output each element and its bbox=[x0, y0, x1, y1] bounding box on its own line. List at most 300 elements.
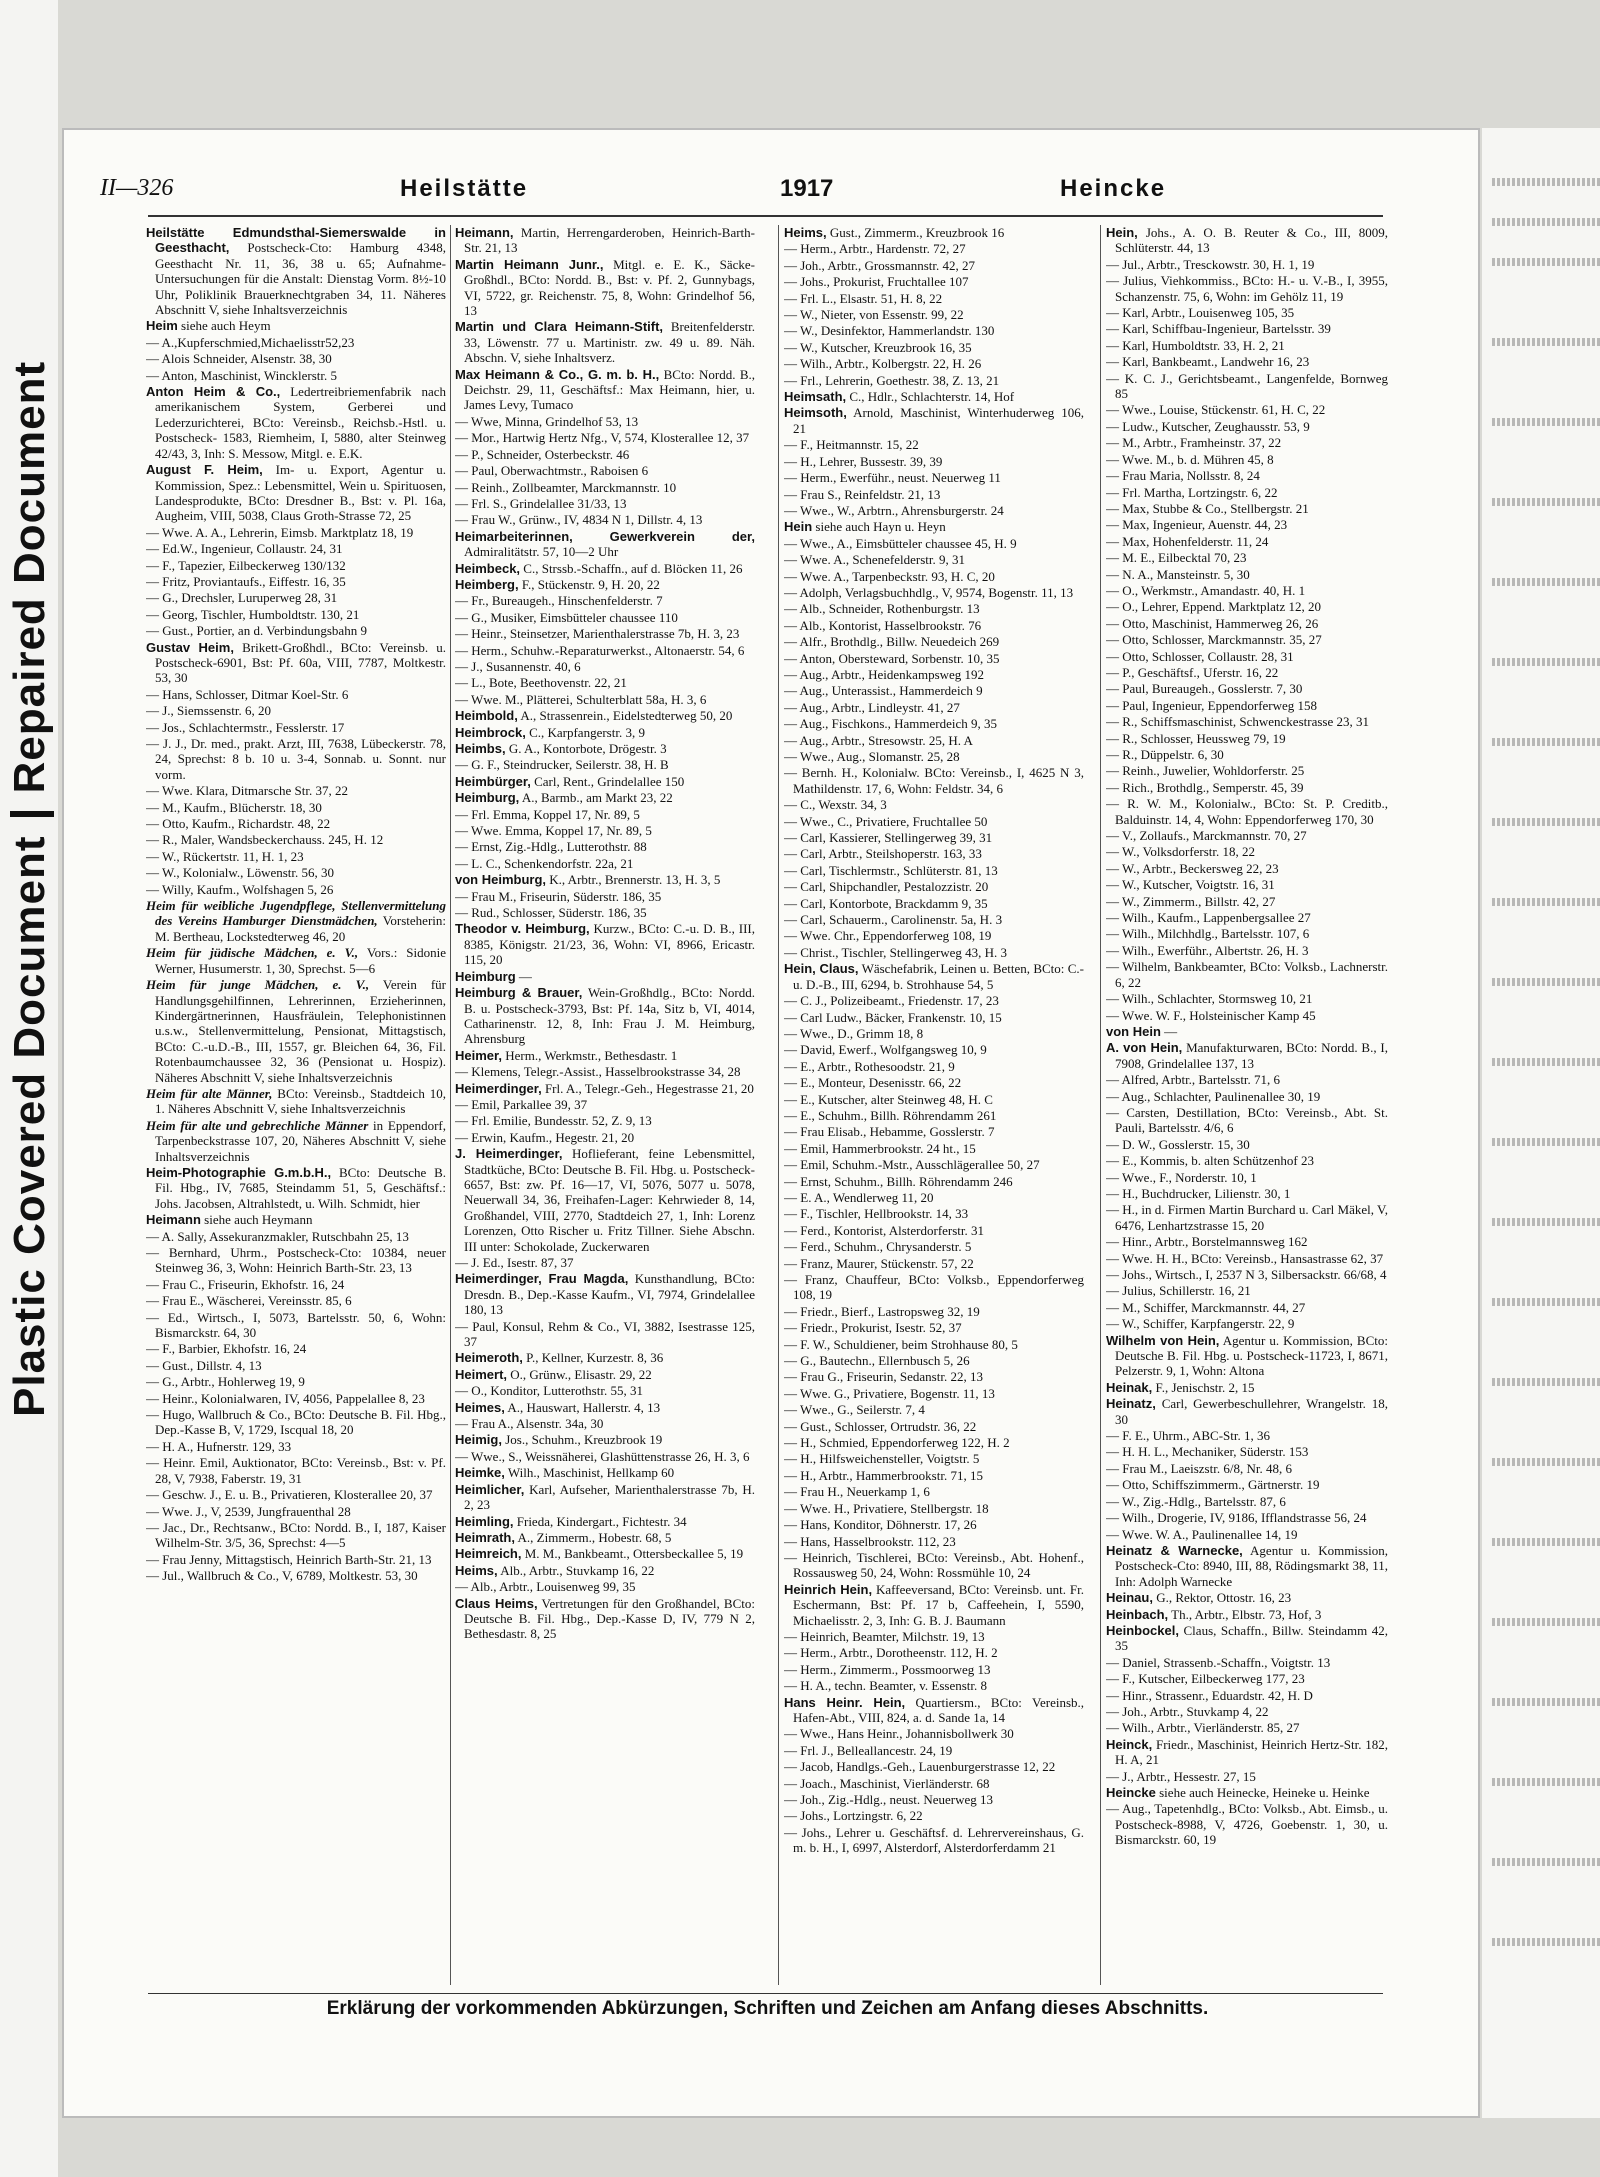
entry-details: — E., Monteur, Desenisstr. 66, 22 bbox=[784, 1075, 962, 1091]
entry-details: — Johs., Lehrer u. Geschäftsf. d. Lehrervereinshaus, G. m. b. H., I, 6997, Alsterdorf, Alsterdorferdamm 21 bbox=[784, 1824, 1084, 1856]
directory-entry bbox=[1106, 943, 1388, 958]
entry-details: — Jacob, Handlgs.-Geh., Lauenburgerstrasse 12, 22 bbox=[784, 1759, 1056, 1775]
directory-entry bbox=[1106, 894, 1388, 909]
directory-entry bbox=[784, 1759, 1084, 1774]
entry-details: — Karl, Bankbeamt., Landwehr 16, 23 bbox=[1106, 354, 1310, 370]
entry-name: Heimbürger, bbox=[455, 773, 531, 789]
entry-details: — W., Nieter, von Essenstr. 99, 22 bbox=[784, 307, 964, 323]
directory-entry bbox=[784, 1092, 1084, 1107]
directory-entry bbox=[146, 703, 446, 718]
entry-details: — Heinr., Kolonialwaren, IV, 4056, Pappelallee 8, 23 bbox=[146, 1390, 425, 1406]
entry-details: — Carl Ludw., Bäcker, Frankenstr. 10, 15 bbox=[784, 1009, 1002, 1025]
entry-name: Heim bbox=[146, 318, 178, 334]
entry-name: Wilhelm von Hein, bbox=[1106, 1332, 1220, 1348]
entry-details: — Georg, Tischler, Humboldtstr. 130, 21 bbox=[146, 606, 360, 622]
directory-entry bbox=[455, 856, 755, 871]
directory-entry bbox=[1106, 1623, 1388, 1654]
entry-details: — L., Bote, Beethovenstr. 22, 21 bbox=[455, 675, 627, 691]
directory-entry bbox=[146, 574, 446, 589]
entry-details: Kunsthandlung, BCto: Dresdn. B., Dep.-Kasse Kaufm., VI, 7974, Grindelallee 180, 13 bbox=[464, 1271, 755, 1318]
stamp-text-plastic: Plastic Covered Document bbox=[5, 835, 54, 1417]
directory-entry bbox=[455, 1416, 755, 1431]
entry-details: — Frau H., Neuerkamp 1, 6 bbox=[784, 1484, 930, 1500]
entry-details: C., Hdlr., Schlachterstr. 14, Hof bbox=[849, 389, 1015, 405]
directory-entry bbox=[1106, 1024, 1388, 1039]
entry-name: Heim-Photographie G.m.b.H., bbox=[146, 1164, 332, 1180]
directory-entry bbox=[1106, 1267, 1388, 1282]
entry-name: Anton Heim & Co., bbox=[146, 384, 281, 400]
directory-entry bbox=[784, 1402, 1084, 1417]
entry-details: — G., Musiker, Eimsbütteler chaussee 110 bbox=[455, 609, 678, 625]
entry-details: — G., Bautechn., Ellernbusch 5, 26 bbox=[784, 1353, 970, 1369]
directory-entry bbox=[784, 373, 1084, 388]
directory-entry bbox=[455, 414, 755, 429]
entry-details: — E. A., Wendlerweg 11, 20 bbox=[784, 1189, 934, 1205]
entry-details: — Reinh., Zollbeamter, Marckmannstr. 10 bbox=[455, 479, 677, 495]
directory-entry bbox=[1106, 1072, 1388, 1087]
directory-entry bbox=[1106, 763, 1388, 778]
entry-details: — Anton, Maschinist, Wincklerstr. 5 bbox=[146, 367, 337, 383]
directory-entry bbox=[455, 823, 755, 838]
directory-entry bbox=[455, 1130, 755, 1145]
entry-details: — Wwe. M., b. d. Mühren 45, 8 bbox=[1106, 451, 1274, 467]
directory-entry bbox=[455, 741, 755, 756]
column-1 bbox=[146, 225, 446, 1985]
directory-entry bbox=[455, 257, 755, 319]
running-header bbox=[100, 175, 1167, 215]
entry-details: — Wilh., Kaufm., Lappenbergsallee 27 bbox=[1106, 910, 1311, 926]
entry-details: — bbox=[518, 968, 532, 984]
entry-name: Heimerdinger, bbox=[455, 1080, 542, 1096]
entry-details: Mitgl. e. E. K., Säcke-Großhdl., BCto: Nordd. B., Bst: v. Pf. 2, Gunnybags, VI, 5722, gr. Reichenstr. 75, 8, Wohn: Grindelhof 56, 13 bbox=[464, 256, 755, 319]
entry-details: Quartiersm., BCto: Vereinsb., Hafen-Abt., VIII, 824, a. d. Sande 1a, 14 bbox=[793, 1694, 1084, 1725]
entry-details: Brikett-Großhdl., BCto: Vereinsb. u. Postscheck-6901, Bst: Pf. 60a, VIII, 7787, Moltkestr. 53, 30 bbox=[155, 639, 446, 686]
entry-details: — Max, Ingenieur, Auenstr. 44, 23 bbox=[1106, 517, 1288, 533]
directory-entry bbox=[455, 1146, 755, 1254]
entry-details: — Wwe. Chr., Eppendorferweg 108, 19 bbox=[784, 928, 992, 944]
entry-details: — H., Hilfsweichensteller, Voigtstr. 5 bbox=[784, 1451, 980, 1467]
directory-entry bbox=[146, 783, 446, 798]
entry-name: Heimburg & Brauer, bbox=[455, 985, 583, 1001]
entry-details: — Frl. Emilie, Bundesstr. 52, Z. 9, 13 bbox=[455, 1113, 652, 1129]
directory-entry bbox=[784, 1059, 1084, 1074]
entry-name: Heim für weibliche Jugendpflege, Stellenvermittelung des Vereins Hamburger Dienstmädchen, bbox=[146, 898, 446, 929]
entry-details: — H. A., techn. Beamter, v. Essenstr. 8 bbox=[784, 1678, 987, 1694]
entry-name: J. Heimerdinger, bbox=[455, 1146, 563, 1162]
entry-details: — Ernst, Schuhm., Billh. Röhrendamm 246 bbox=[784, 1173, 1013, 1189]
entry-details: — Wilh., Milchhdlg., Bartelsstr. 107, 6 bbox=[1106, 926, 1310, 942]
directory-entry bbox=[1106, 616, 1388, 631]
entry-name: Heinck, bbox=[1106, 1736, 1153, 1752]
directory-entry bbox=[455, 1514, 755, 1529]
entry-details: — V., Zollaufs., Marckmannstr. 70, 27 bbox=[1106, 828, 1307, 844]
entry-details: — Frau M., Friseurin, Süderstr. 186, 35 bbox=[455, 888, 662, 904]
directory-entry bbox=[455, 1350, 755, 1365]
directory-entry bbox=[784, 601, 1084, 616]
entry-details: — E., Kutscher, alter Steinweg 48, H. C bbox=[784, 1091, 993, 1107]
entry-name: Heinau, bbox=[1106, 1590, 1153, 1606]
directory-entry bbox=[1106, 1461, 1388, 1476]
entry-details: — Carl, Kontorbote, Brackdamm 9, 35 bbox=[784, 895, 988, 911]
entry-details: — David, Ewerf., Wolfgangsweg 10, 9 bbox=[784, 1042, 987, 1058]
directory-entry bbox=[784, 274, 1084, 289]
entry-details: — Wwe., G., Seilerstr. 7, 4 bbox=[784, 1402, 925, 1418]
stamp-divider bbox=[10, 812, 54, 818]
entry-details: Verein für Handlungsgehilfinnen, Lehrerinnen, Erzieherinnen, Kindergärtnerinnen, Hausfräulein, Telephonistinnen u.s.w., Stellenvermittelung, Pensionat, Mittagstisch, BCto: C.-u.D.-B., III, 1557, gr. Bleichen 64, 36, Fil. Rotenbaumchaussee 32, 36 (Pensionat u. Hospiz). Näheres Abschnitt V, siehe Inhaltsverzeichnis bbox=[155, 977, 446, 1085]
entry-details: — Max, Hohenfelderstr. 11, 24 bbox=[1106, 533, 1269, 549]
directory-entry bbox=[1106, 599, 1388, 614]
entry-details: — Alb., Arbtr., Louisenweg 99, 35 bbox=[455, 1579, 636, 1595]
entry-name: Heimburg, bbox=[455, 790, 520, 806]
entry-details: — E., Kommis, b. alten Schützenhof 23 bbox=[1106, 1153, 1314, 1169]
directory-entry bbox=[146, 945, 446, 976]
entry-details: — Otto, Schlosser, Collaustr. 28, 31 bbox=[1106, 648, 1294, 664]
directory-entry bbox=[784, 1451, 1084, 1466]
entry-name: von Hein bbox=[1106, 1023, 1161, 1039]
entry-details: — Herm., Ewerführ., neust. Neuerweg 11 bbox=[784, 470, 1001, 486]
directory-entry bbox=[1106, 1300, 1388, 1315]
entry-details: Friedr., Maschinist, Heinrich Hertz-Str. 182, H. A, 21 bbox=[1115, 1736, 1388, 1768]
directory-entry bbox=[784, 323, 1084, 338]
entry-details: Kurzw., BCto: C.-u. D. B., III, 8385, Königstr. 21/23, 36, Wohn: VI, 8966, Ericastr. 115, 20 bbox=[464, 921, 755, 968]
directory-entry bbox=[784, 634, 1084, 649]
footer-note: Erklärung der vorkommenden Abkürzungen, Schriften und Zeichen am Anfang dieses Abschnitts. bbox=[326, 1998, 1209, 2019]
directory-entry bbox=[784, 356, 1084, 371]
directory-entry bbox=[455, 1482, 755, 1513]
entry-details: — Joh., Arbtr., Stuvkamp 4, 22 bbox=[1106, 1703, 1269, 1719]
directory-entry bbox=[455, 807, 755, 822]
entry-details: — Joh., Zig.-Hdlg., neust. Neuerweg 13 bbox=[784, 1792, 994, 1807]
directory-entry bbox=[784, 241, 1084, 256]
directory-entry bbox=[784, 1075, 1084, 1090]
directory-entry bbox=[784, 1337, 1084, 1352]
column-2 bbox=[455, 225, 755, 1985]
directory-entry bbox=[146, 1165, 446, 1211]
entry-details: — Carl, Kassierer, Stellingerweg 39, 31 bbox=[784, 830, 993, 846]
entry-details: — Wwe. M., Plätterei, Schulterblatt 58a, H. 3, 6 bbox=[455, 691, 707, 707]
directory-entry bbox=[455, 985, 755, 1047]
directory-entry bbox=[784, 1825, 1084, 1856]
directory-entry bbox=[1106, 1720, 1388, 1735]
entry-details: — Hans, Schlosser, Ditmar Koel-Str. 6 bbox=[146, 686, 349, 702]
entry-details: — Wwe. W. A., Paulinenallee 14, 19 bbox=[1106, 1526, 1298, 1542]
entry-details: in Eppendorf, Tarpenbeckstrasse 107, 20, Näheres Abschnitt V, siehe Inhaltsverzeichnis bbox=[155, 1117, 446, 1164]
directory-entry bbox=[1106, 468, 1388, 483]
footer-rule bbox=[148, 1993, 1383, 1994]
page-number: II—326 bbox=[100, 175, 174, 201]
entry-details: — H. H. L., Mechaniker, Süderstr. 153 bbox=[1106, 1444, 1309, 1460]
directory-entry bbox=[784, 454, 1084, 469]
directory-entry bbox=[784, 1662, 1084, 1677]
directory-entry bbox=[784, 1534, 1084, 1549]
entry-details: C., Strssb.-Schaffn., auf d. Blöcken 11, 26 bbox=[523, 560, 743, 576]
directory-entry bbox=[784, 912, 1084, 927]
entry-details: — D. W., Gosslerstr. 15, 30 bbox=[1106, 1136, 1250, 1152]
directory-entry bbox=[784, 1010, 1084, 1025]
directory-entry bbox=[455, 675, 755, 690]
entry-details: — Hans, Hasselbrookstr. 112, 23 bbox=[784, 1533, 956, 1549]
entry-name: Heimer, bbox=[455, 1047, 502, 1063]
directory-entry bbox=[1106, 632, 1388, 647]
directory-entry bbox=[455, 905, 755, 920]
entry-name: Heimke, bbox=[455, 1465, 505, 1481]
entry-name: A. von Hein, bbox=[1106, 1040, 1183, 1056]
directory-entry bbox=[455, 1048, 755, 1063]
entry-details: — Alois Schneider, Alsenstr. 38, 30 bbox=[146, 351, 332, 367]
directory-entry bbox=[784, 879, 1084, 894]
entry-details: — R., Maler, Wandsbeckerchauss. 245, H. 12 bbox=[146, 832, 384, 848]
directory-entry bbox=[146, 1118, 446, 1164]
entry-name: Martin und Clara Heimann-Stift, bbox=[455, 319, 664, 335]
directory-entry bbox=[1106, 959, 1388, 990]
directory-entry bbox=[1106, 354, 1388, 369]
directory-entry bbox=[784, 291, 1084, 306]
directory-entry bbox=[1106, 1688, 1388, 1703]
entry-details: — H., Arbtr., Hammerbrookstr. 71, 15 bbox=[784, 1467, 983, 1483]
entry-details: — Frau Maria, Nollsstr. 8, 24 bbox=[1106, 468, 1260, 484]
directory-entry bbox=[1106, 731, 1388, 746]
entry-details: — Hugo, Wallbruch & Co., BCto: Deutsche B. Fil. Hbg., Dep.-Kasse B, V, 1729, Iscqual 18, 20 bbox=[146, 1407, 446, 1438]
directory-entry bbox=[146, 462, 446, 524]
entry-details: — Wwe., S., Weissnäherei, Glashüttenstrasse 26, H. 3, 6 bbox=[455, 1448, 750, 1464]
entry-details: — A. Sally, Assekuranzmakler, Rutschbahn 25, 13 bbox=[146, 1228, 409, 1244]
directory-entry bbox=[1106, 1137, 1388, 1152]
directory-entry bbox=[1106, 1396, 1388, 1427]
entry-name: Heimann, bbox=[455, 225, 514, 240]
entry-name: Theodor v. Heimburg, bbox=[455, 921, 590, 937]
directory-entry bbox=[146, 590, 446, 605]
directory-entry bbox=[784, 651, 1084, 666]
directory-entry bbox=[784, 1174, 1084, 1189]
directory-entry bbox=[1106, 1444, 1388, 1459]
directory-entry bbox=[1106, 747, 1388, 762]
entry-details: — Franz, Maurer, Stückenstr. 57, 22 bbox=[784, 1255, 974, 1271]
entry-details: — Willy, Kaufm., Wolfshagen 5, 26 bbox=[146, 881, 334, 897]
entry-name: Heinbockel, bbox=[1106, 1622, 1179, 1638]
entry-details: — F., Barbier, Ekhofstr. 16, 24 bbox=[146, 1341, 307, 1357]
entry-details: — Wwe, Minna, Grindelhof 53, 13 bbox=[455, 413, 639, 429]
entry-details: — Aug., Arbtr., Lindleystr. 41, 27 bbox=[784, 699, 960, 715]
entry-details: — F., Tapezier, Eilbeckerweg 130/132 bbox=[146, 557, 346, 573]
entry-details: — F., Tischler, Hellbrookstr. 14, 33 bbox=[784, 1206, 969, 1222]
entry-details: — Carl, Schauerm., Carolinenstr. 5a, H. 3 bbox=[784, 912, 1003, 928]
entry-details: — Alb., Kontorist, Hasselbrookstr. 76 bbox=[784, 617, 982, 633]
directory-entry bbox=[146, 977, 446, 1085]
entry-details: — M., Arbtr., Framheinstr. 37, 22 bbox=[1106, 435, 1282, 451]
entry-details: — Wwe., D., Grimm 18, 8 bbox=[784, 1025, 924, 1041]
entry-details: — Joh., Arbtr., Grossmannstr. 42, 27 bbox=[784, 257, 976, 273]
directory-entry bbox=[455, 225, 755, 256]
directory-entry bbox=[784, 1468, 1084, 1483]
entry-name: Gustav Heim, bbox=[146, 639, 234, 655]
entry-details: — Alfr., Brothdlg., Billw. Neuedeich 269 bbox=[784, 634, 1000, 650]
directory-entry bbox=[146, 1552, 446, 1567]
directory-entry bbox=[784, 896, 1084, 911]
entry-details: — Otto, Kaufm., Richardstr. 48, 22 bbox=[146, 816, 331, 832]
directory-entry bbox=[784, 1435, 1084, 1450]
directory-entry bbox=[146, 687, 446, 702]
directory-entry bbox=[784, 503, 1084, 518]
directory-entry bbox=[784, 846, 1084, 861]
entry-details: — R., Düppelstr. 6, 30 bbox=[1106, 747, 1224, 762]
entry-name: Heim für junge Mädchen, e. V., bbox=[146, 977, 370, 993]
directory-entry bbox=[1106, 1380, 1388, 1395]
directory-entry bbox=[455, 659, 755, 674]
directory-entry bbox=[1106, 796, 1388, 827]
entry-details: — Wwe. A., Tarpenbeckstr. 93, H. C, 20 bbox=[784, 568, 995, 584]
directory-entry bbox=[146, 1358, 446, 1373]
entry-details: — Emil, Schuhm.-Mstr., Ausschlägerallee 50, 27 bbox=[784, 1157, 1040, 1173]
entry-details: — Alb., Schneider, Rothenburgstr. 13 bbox=[784, 601, 980, 617]
directory-entry bbox=[455, 1432, 755, 1447]
directory-entry bbox=[784, 1419, 1084, 1434]
entry-details: — Geschw. J., E. u. B., Privatieren, Klosterallee 20, 37 bbox=[146, 1487, 433, 1503]
entry-details: — A.,Kupferschmied,Michaelisstr52,23 bbox=[146, 334, 355, 350]
directory-entry bbox=[1106, 550, 1388, 565]
directory-entry bbox=[1106, 1202, 1388, 1233]
entry-details: — Hinr., Strassenr., Eduardstr. 42, H. D bbox=[1106, 1687, 1313, 1703]
entry-details: — Jos., Schlachtermstr., Fesslerstr. 17 bbox=[146, 719, 345, 735]
directory-entry bbox=[784, 258, 1084, 273]
entry-details: — Friedr., Prokurist, Isestr. 52, 37 bbox=[784, 1320, 962, 1336]
entry-details: — G., Arbtr., Hohlerweg 19, 9 bbox=[146, 1374, 305, 1390]
entry-details: — Jac., Dr., Rechtsanw., BCto: Nordd. B., I, 187, Kaiser Wilhelm-Str. 3/5, 36, Sprechst: 4—5 bbox=[146, 1519, 446, 1551]
entry-details: — J., Arbtr., Hessestr. 27, 15 bbox=[1106, 1768, 1256, 1784]
directory-entry bbox=[1106, 828, 1388, 843]
directory-entry bbox=[146, 351, 446, 366]
entry-details: Carl, Gewerbeschullehrer, Wrangelstr. 18, 30 bbox=[1115, 1396, 1388, 1427]
entry-details: — H., in d. Firmen Martin Burchard u. Carl Mäkel, V, 6476, Lenhartzstrasse 15, 20 bbox=[1106, 1202, 1388, 1233]
entry-details: — Alfred, Arbtr., Bartelsstr. 71, 6 bbox=[1106, 1072, 1281, 1088]
directory-entry bbox=[784, 1808, 1084, 1823]
directory-entry bbox=[784, 1629, 1084, 1644]
entry-details: — Carsten, Destillation, BCto: Vereinsb., Abt. St. Pauli, Bartelsstr. 4/6, 6 bbox=[1106, 1104, 1388, 1136]
entry-details: — E., Arbtr., Rothesoodstr. 21, 9 bbox=[784, 1058, 955, 1074]
directory-entry bbox=[146, 1245, 446, 1276]
directory-entry bbox=[455, 1465, 755, 1480]
directory-entry bbox=[146, 1407, 446, 1438]
directory-entry bbox=[455, 512, 755, 527]
directory-entry bbox=[784, 1141, 1084, 1156]
entry-details: — Wwe., A., Eimsbütteler chaussee 45, H. 9 bbox=[784, 535, 1017, 551]
entry-details: — Wwe. W. F., Holsteinischer Kamp 45 bbox=[1106, 1007, 1316, 1023]
directory-entry bbox=[784, 569, 1084, 584]
entry-details: — Ernst, Zig.-Hdlg., Lutterothstr. 88 bbox=[455, 839, 647, 855]
entry-details: — C. J., Polizeibeamt., Friedenstr. 17, 23 bbox=[784, 993, 999, 1009]
directory-entry bbox=[784, 1239, 1084, 1254]
directory-entry bbox=[784, 961, 1084, 992]
entry-details: — Rud., Schlosser, Süderstr. 186, 35 bbox=[455, 905, 647, 921]
entry-details: A., Hauswart, Hallerstr. 4, 13 bbox=[507, 1399, 661, 1415]
entry-details: Im- u. Export, Agentur u. Kommission, Spez.: Lebensmittel, Wein u. Spirituosen, Landesprodukte, BCto: Dresdner B., Bst: v. Pl. 16a, Augheim, VIII, 5038, Claus Groth-Strasse 72, 25 bbox=[155, 462, 446, 524]
directory-entry bbox=[784, 667, 1084, 682]
entry-details: — O., Konditor, Lutterothstr. 55, 31 bbox=[455, 1383, 643, 1399]
entry-details: — Fritz, Proviantaufs., Eiffestr. 16, 35 bbox=[146, 573, 346, 589]
entry-name: Heimeroth, bbox=[455, 1350, 523, 1366]
directory-entry bbox=[146, 1391, 446, 1406]
entry-name: Martin Heimann Junr., bbox=[455, 256, 604, 272]
entry-details: — Wwe., Louise, Stückenstr. 61, H. C, 22 bbox=[1106, 402, 1326, 418]
entry-details: — Gust., Dillstr. 4, 13 bbox=[146, 1357, 262, 1373]
entry-name: Heincke bbox=[1106, 1785, 1156, 1800]
directory-entry bbox=[784, 519, 1084, 534]
entry-details: Johs., A. O. B. Reuter & Co., III, 8009, Schlüterstr. 44, 13 bbox=[1115, 225, 1388, 256]
header-last-word: Heincke bbox=[1060, 175, 1167, 202]
entry-details: — Frau S., Reinfeldstr. 21, 13 bbox=[784, 486, 941, 502]
entry-details: — M., Schiffer, Marckmannstr. 44, 27 bbox=[1106, 1299, 1306, 1315]
entry-name: Heimlicher, bbox=[455, 1481, 525, 1497]
directory-entry bbox=[1106, 583, 1388, 598]
entry-name: Heim für alte und gebrechliche Männer bbox=[146, 1117, 369, 1133]
entry-details: — Frl., Lehrerin, Goethestr. 38, Z. 13, 21 bbox=[784, 372, 1000, 388]
entry-details: Gust., Zimmerm., Kreuzbrook 16 bbox=[829, 225, 1005, 240]
entry-details: — O., Lehrer, Eppend. Marktplatz 12, 20 bbox=[1106, 599, 1322, 615]
entry-details: Ledertreibriemenfabrik nach amerikanischem System, Gerberei und Lederzurichterei, BCto: Vereinsb., Reichsb.-Hstl. u. Postscheck- 1583, Riemheim, I, 5880, alter Steinweg 42/43, 3, Inh: S. Messow, Mitgl. e. E.K. bbox=[155, 384, 446, 461]
entry-details: — R. W. M., Kolonialw., BCto: St. P. Creditb., Balduinstr. 14, 4, Wohn: Eppendorferweg 170, 30 bbox=[1106, 796, 1388, 827]
directory-entry bbox=[1106, 1105, 1388, 1136]
directory-entry bbox=[455, 692, 755, 707]
directory-entry bbox=[1106, 1655, 1388, 1670]
directory-entry bbox=[1106, 452, 1388, 467]
directory-entry bbox=[455, 1367, 755, 1382]
directory-entry bbox=[455, 447, 755, 462]
entry-name: Heimsath, bbox=[784, 389, 847, 405]
entry-details: F., Stückenstr. 9, H. 20, 22 bbox=[521, 576, 660, 592]
directory-entry bbox=[1106, 1510, 1388, 1525]
directory-entry bbox=[1106, 1801, 1388, 1847]
directory-entry bbox=[784, 765, 1084, 796]
entry-details: Jos., Schuhm., Kreuzbrook 19 bbox=[505, 1432, 663, 1448]
entry-details: A., Strassenrein., Eidelstedterweg 50, 20 bbox=[520, 708, 733, 724]
entry-details: — Frau C., Friseurin, Ekhofstr. 16, 24 bbox=[146, 1276, 345, 1292]
directory-entry bbox=[146, 1487, 446, 1502]
entry-details: — Frau G., Friseurin, Sedanstr. 22, 13 bbox=[784, 1369, 983, 1385]
entry-details: — Frl. Emma, Koppel 17, Nr. 89, 5 bbox=[455, 806, 640, 822]
entry-details: — Frau Elisab., Hebamme, Gosslerstr. 7 bbox=[784, 1124, 995, 1140]
directory-entry bbox=[455, 463, 755, 478]
directory-entry bbox=[146, 225, 446, 317]
entry-name: Heimbrock, bbox=[455, 724, 526, 740]
directory-entry bbox=[784, 389, 1084, 404]
entry-details: — W., Kutscher, Voigtstr. 16, 31 bbox=[1106, 877, 1275, 893]
directory-entry bbox=[1106, 371, 1388, 402]
entry-details: — R., Schlosser, Heussweg 79, 19 bbox=[1106, 730, 1286, 746]
directory-entry bbox=[784, 749, 1084, 764]
directory-entry bbox=[455, 839, 755, 854]
directory-entry bbox=[455, 1064, 755, 1079]
entry-details: siehe auch Heymann bbox=[204, 1212, 313, 1228]
directory-entry bbox=[1106, 1283, 1388, 1298]
entry-details: — Karl, Humboldtstr. 33, H. 2, 21 bbox=[1106, 337, 1285, 353]
entry-details: — Aug., Tapetenhdlg., BCto: Volksb., Abt. Eimsb., u. Postscheck-8988, V, 4726, Goebenstr. 1, 30, u. Bismarckstr. 60, 19 bbox=[1106, 1801, 1388, 1848]
entry-details: — Wilh., Arbtr., Vierländerstr. 85, 27 bbox=[1106, 1720, 1300, 1736]
entry-details: — Wwe., Aug., Slomanstr. 25, 28 bbox=[784, 749, 960, 764]
directory-entry bbox=[784, 928, 1084, 943]
entry-details: — bbox=[1164, 1023, 1178, 1039]
entry-details: — Wilh., Schlachter, Stormsweg 10, 21 bbox=[1106, 991, 1313, 1007]
directory-entry bbox=[1106, 698, 1388, 713]
entry-details: — M. E., Eilbecktal 70, 23 bbox=[1106, 550, 1247, 566]
entry-details: — J. Ed., Isestr. 87, 37 bbox=[455, 1255, 574, 1270]
entry-details: — F. W., Schuldiener, beim Strohhause 80, 5 bbox=[784, 1336, 1018, 1352]
directory-entry bbox=[784, 1256, 1084, 1271]
entry-details: — Herm., Arbtr., Hardenstr. 72, 27 bbox=[784, 241, 966, 257]
entry-details: Hoflieferant, feine Lebensmittel, Stadtküche, BCto: Deutsche B. Fil. Hbg. u. Postscheck-6657, Bst: zw. Pf. 16—17, VI, 5076, 5077 u. 5078, Neuerwall 34, 36, Freihafen-Lager: Kehrwieder 8, 14, Großhandel, VIII, 2770, Stadtdeich 27, 1, Inh: Lorenz Lorenzen, Otto Rischer u. Fritz Tillner. Siehe Abschn. III unter: Schokolade, Zuckerwaren bbox=[464, 1146, 755, 1254]
directory-entry bbox=[146, 1229, 446, 1244]
directory-entry bbox=[146, 832, 446, 847]
directory-entry bbox=[455, 774, 755, 789]
entry-details: — J., Siemssenstr. 6, 20 bbox=[146, 703, 271, 719]
